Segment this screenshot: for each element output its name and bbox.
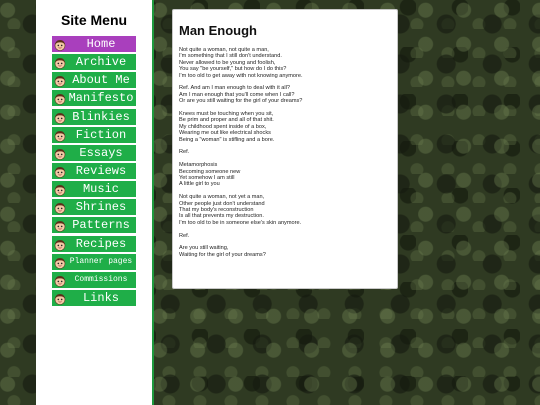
sidebar (36, 0, 152, 405)
poem-line: Yet somehow I am still (179, 175, 235, 182)
site-menu (52, 36, 136, 308)
poem-line: I'm too old to get away with not knowing anymore. (179, 72, 303, 79)
poem-body (179, 47, 393, 258)
menu-item-label: Links (82, 290, 119, 305)
poem-line: My childhood spent inside of a box, (179, 123, 267, 130)
poem-line: Not quite a woman, not yet a man, (179, 194, 265, 201)
poem-line: Ref. And am I man enough to deal with it all? (179, 85, 291, 92)
menu-item-reviews[interactable] (52, 163, 136, 179)
poem-line: Are you still waiting, (179, 245, 229, 252)
menu-item-home[interactable] (52, 36, 136, 52)
menu-item-essays[interactable] (52, 145, 136, 161)
cartoon-face-icon (54, 256, 66, 268)
menu-item-blinkies[interactable] (52, 109, 136, 125)
cartoon-face-icon (54, 92, 66, 104)
menu-item-archive[interactable] (52, 54, 136, 70)
menu-item-manifesto[interactable] (52, 90, 136, 106)
menu-item-label: Manifesto (68, 91, 134, 106)
poem-line: Metamorphosis (179, 162, 218, 169)
menu-item-label: Archive (75, 55, 127, 70)
cartoon-face-icon (54, 183, 66, 195)
menu-item-shrines[interactable] (52, 199, 136, 215)
poem-line: Never allowed to be young and foolish, (179, 59, 276, 66)
menu-item-label: About Me (72, 73, 130, 88)
cartoon-face-icon (54, 238, 66, 250)
menu-item-label: Fiction (75, 127, 127, 142)
poem-line: I'm too old to be in someone else's skin anymore. (179, 219, 302, 226)
poem-line: Being a "woman" is stifling and a bore. (179, 136, 275, 143)
cartoon-face-icon (54, 56, 66, 68)
cartoon-face-icon (54, 201, 66, 213)
cartoon-face-icon (54, 274, 66, 286)
cartoon-face-icon (54, 111, 66, 123)
poem-line: Is all that prevents my destruction. (179, 213, 264, 220)
cartoon-face-icon (54, 38, 66, 50)
menu-item-label: Patterns (72, 218, 130, 233)
menu-item-commissions[interactable] (52, 272, 136, 288)
poem-line: Or are you still waiting for the girl of your dreams? (179, 98, 303, 105)
menu-item-patterns[interactable] (52, 217, 136, 233)
menu-item-about-me[interactable] (52, 72, 136, 88)
poem-line: Wearing me out like electrical shocks (179, 130, 271, 137)
cartoon-face-icon (54, 165, 66, 177)
content-panel (172, 9, 398, 289)
poem-line: Be prim and proper and all of that shit. (179, 117, 274, 124)
poem-line: Am I man enough that you'll come when I call? (179, 91, 295, 98)
poem-line: Ref. (179, 232, 190, 239)
cartoon-face-icon (54, 74, 66, 86)
menu-item-label: Reviews (75, 163, 127, 178)
menu-item-label: Home (86, 37, 116, 51)
menu-item-planner-pages[interactable] (52, 254, 136, 270)
menu-item-label: Music (82, 182, 119, 197)
poem-line: A little girl to you (179, 181, 220, 188)
poem-line: That my body's reconstruction (179, 207, 254, 214)
menu-item-fiction[interactable] (52, 127, 136, 143)
menu-item-label: Essays (79, 145, 123, 160)
cartoon-face-icon (54, 129, 66, 141)
menu-item-label: Commissions (74, 274, 128, 284)
menu-item-label: Recipes (75, 236, 127, 251)
poem-line: Knees must be touching when you sit, (179, 111, 274, 118)
menu-item-label: Blinkies (72, 109, 130, 124)
menu-title: Site Menu (60, 12, 128, 28)
page-title: Man Enough (179, 23, 257, 38)
cartoon-face-icon (54, 292, 66, 304)
poem-line: You say "be yourself," but how do I do this? (179, 66, 287, 73)
menu-item-music[interactable] (52, 181, 136, 197)
menu-item-recipes[interactable] (52, 236, 136, 252)
menu-item-label: Shrines (75, 200, 127, 215)
menu-item-links[interactable] (52, 290, 136, 306)
poem-line: Ref. (179, 149, 190, 156)
cartoon-face-icon (54, 219, 66, 231)
poem-line: Other people just don't understand (179, 200, 265, 207)
menu-item-label: Planner pages (69, 256, 133, 266)
poem-line: Not quite a woman, not quite a man, (179, 47, 269, 53)
poem-line: Waiting for the girl of your dreams? (179, 251, 266, 258)
poem-line: Becoming someone new (179, 168, 241, 175)
poem-line: I'm something that I still don't understand. (179, 53, 282, 60)
cartoon-face-icon (54, 147, 66, 159)
